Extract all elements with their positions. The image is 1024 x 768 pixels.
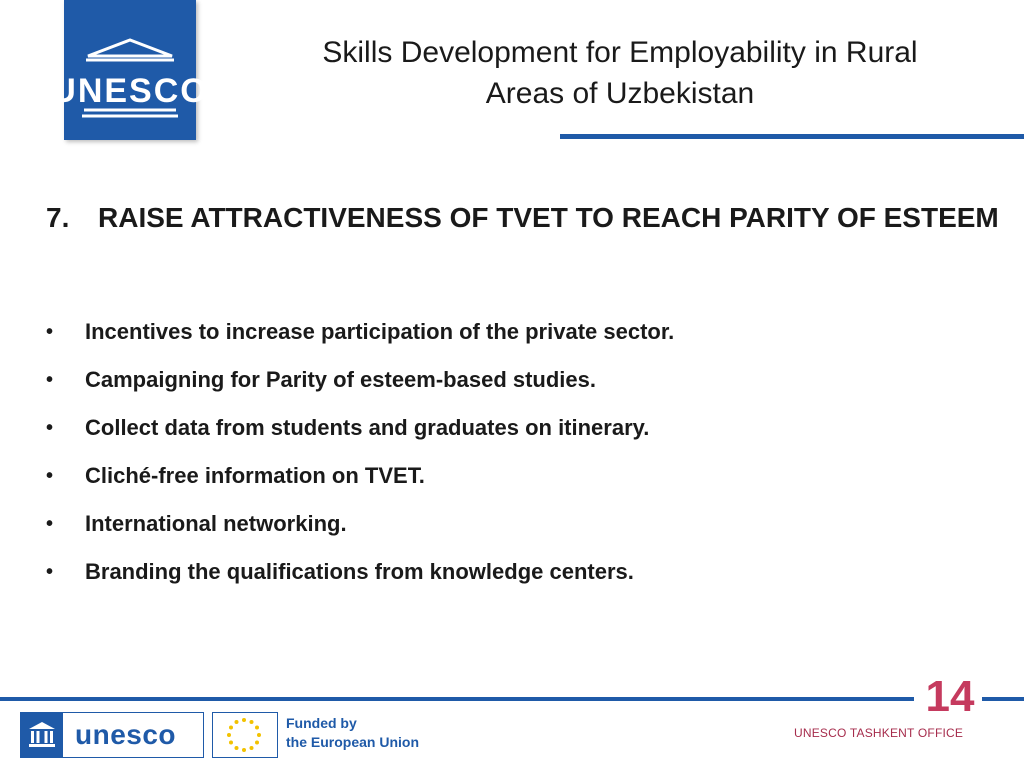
list-item (46, 452, 674, 500)
unesco-footer-logo (20, 712, 204, 758)
bullet-icon: • (46, 368, 54, 391)
office-label: UNESCO TASHKENT OFFICE (794, 726, 964, 740)
unesco-wordmark: unesco (75, 719, 177, 750)
section-heading (46, 202, 1006, 234)
list-item (46, 404, 674, 452)
bullet-icon: • (46, 320, 54, 343)
bullet-icon: • (46, 512, 54, 535)
unesco-logo-tile (51, 0, 209, 140)
footer-divider (0, 697, 914, 701)
list-item-text: Collect data from students and graduates on itinerary. (85, 415, 650, 440)
list-item (46, 356, 674, 404)
bullet-icon: • (46, 416, 54, 439)
page-title (300, 32, 940, 114)
section-number: 7. (46, 202, 70, 233)
funded-line-1: Funded by (286, 715, 357, 731)
bullet-icon: • (46, 560, 54, 583)
list-item-text: International networking. (85, 511, 347, 536)
title-divider (560, 134, 1024, 139)
list-item-text: Incentives to increase participation of the private sector. (85, 319, 675, 344)
list-item (46, 548, 674, 596)
list-item (46, 500, 674, 548)
eu-flag-icon (212, 712, 278, 758)
bullet-icon: • (46, 464, 54, 487)
funded-line-2: the European Union (286, 734, 419, 750)
list-item-text: Branding the qualifications from knowledge centers. (85, 559, 634, 584)
funded-by-eu-label (286, 714, 419, 752)
list-item-text: Cliché-free information on TVET. (85, 463, 425, 488)
list-item (46, 308, 674, 356)
unesco-logo-text: UNESCO (51, 72, 209, 110)
unesco-temple-icon (51, 36, 209, 120)
title-line-2: Areas of Uzbekistan (485, 77, 755, 110)
temple-icon (21, 713, 63, 757)
bullet-list (46, 308, 674, 596)
section-heading-text: RAISE ATTRACTIVENESS OF TVET TO REACH PARITY OF ESTEEM (98, 202, 999, 233)
page-number: 14 (925, 672, 975, 721)
footer-divider-right (982, 697, 1024, 701)
eu-stars-icon (221, 715, 267, 755)
title-line-1: Skills Development for Employability in Rural (322, 36, 918, 69)
list-item-text: Campaigning for Parity of esteem-based studies. (85, 367, 597, 392)
